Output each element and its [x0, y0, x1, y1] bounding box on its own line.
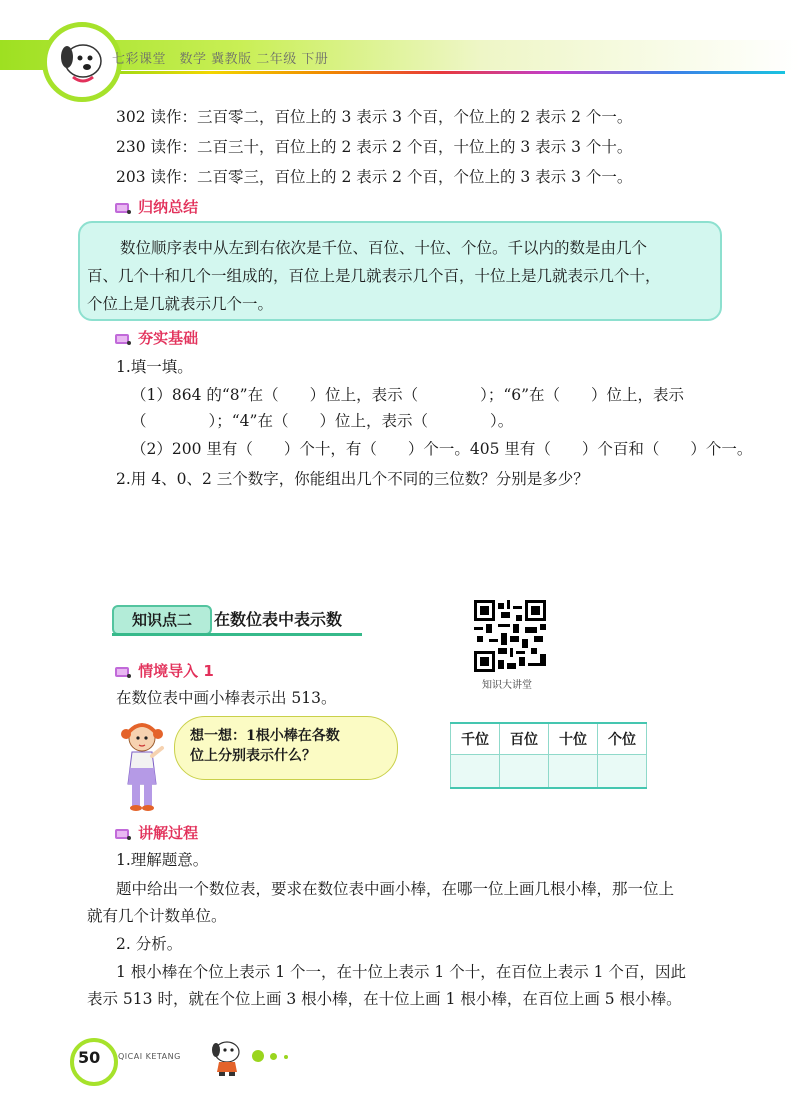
header-rainbow-line — [95, 71, 785, 74]
place-value-header-row — [451, 723, 647, 755]
q1-title: 1.填一填。 — [116, 358, 193, 376]
section-book-icon — [113, 332, 133, 346]
place-value-table — [450, 722, 647, 789]
header-hundreds: 百位 — [500, 723, 549, 755]
explanation-heading: 讲解过程 — [113, 822, 198, 843]
q1-line-2: （ ）；“4”在（ ）位上，表示（ ）。 — [131, 412, 514, 430]
summary-heading: 归纳总结 — [113, 196, 198, 217]
reading-line-203: 203 读作：二百零三，百位上的 2 表示 2 个百，个位上的 3 表示 3 个一。 — [116, 168, 633, 186]
reading-line-302: 302 读作：三百零二，百位上的 3 表示 3 个百，个位上的 2 表示 2 个一。 — [116, 108, 633, 126]
section-book-icon — [113, 201, 133, 215]
bubble-line-2: 位上分别表示什么？ — [190, 748, 316, 764]
section-book-icon — [113, 827, 133, 841]
mascot-dog-icon — [42, 22, 122, 102]
qr-code-icon[interactable] — [474, 600, 546, 672]
header-tens: 十位 — [549, 723, 598, 755]
girl-illustration-icon — [116, 718, 168, 814]
header-title: 七彩课堂 数学 冀教版 二年级 下册 — [112, 52, 329, 67]
place-value-body-row — [451, 755, 647, 789]
summary-line-2: 百、几个十和几个一组成的，百位上是几就表示几个百，十位上是几就表示几个十， — [87, 267, 661, 285]
scenario-text: 在数位表中画小棒表示出 513。 — [116, 689, 337, 707]
summary-line-3: 个位上是几就表示几个一。 — [87, 295, 274, 313]
step1-line-1: 题中给出一个数位表，要求在数位表中画小棒，在哪一位上画几根小棒，那一位上 — [116, 880, 675, 898]
bubble-text — [190, 726, 340, 766]
q1-line-3: （2）200 里有（ ）个十，有（ ）个一。405 里有（ ）个百和（ ）个一。 — [131, 440, 753, 458]
knowledge-point-title: 在数位表中表示数 — [214, 610, 343, 629]
bubble-line-1: 想一想：1根小棒在各数 — [190, 728, 340, 744]
basics-heading: 夯实基础 — [113, 327, 198, 348]
qr-caption: 知识大讲堂 — [482, 680, 532, 691]
cell-thousands — [451, 755, 500, 789]
step2-line-2: 表示 513 时，就在个位上画 3 根小棒，在十位上画 1 根小棒，在百位上画 5 根小棒。 — [87, 990, 682, 1008]
footer-brand: QICAI KETANG — [118, 1052, 181, 1061]
step2-line-1: 1 根小棒在个位上表示 1 个一，在十位上表示 1 个十，在百位上表示 1 个百，因此 — [116, 963, 686, 981]
section-book-icon — [113, 665, 133, 679]
q1-line-1: （1）864 的“8”在（ ）位上，表示（ ）；“6”在（ ）位上，表示 — [131, 386, 685, 404]
footer-mascot-icon — [205, 1034, 249, 1078]
cell-ones — [598, 755, 647, 789]
scenario-heading: 情境导入 1 — [113, 660, 214, 681]
q2-text: 2.用 4、0、2 三个数字，你能组出几个不同的三位数？分别是多少？ — [116, 470, 589, 488]
step2-title: 2. 分析。 — [116, 935, 183, 953]
footer-dot-large — [252, 1050, 264, 1062]
header-thousands: 千位 — [451, 723, 500, 755]
step1-line-2: 就有几个计数单位。 — [87, 907, 227, 925]
reading-line-230: 230 读作：二百三十，百位上的 2 表示 2 个百，十位上的 3 表示 3 个十。 — [116, 138, 633, 156]
knowledge-point-underline — [112, 633, 362, 636]
cell-hundreds — [500, 755, 549, 789]
step1-title: 1.理解题意。 — [116, 851, 209, 869]
header-ones: 个位 — [598, 723, 647, 755]
footer-dot-medium — [270, 1053, 277, 1060]
summary-line-1: 数位顺序表中从左到右依次是千位、百位、十位、个位。千以内的数是由几个 — [120, 239, 648, 257]
cell-tens — [549, 755, 598, 789]
knowledge-point-badge: 知识点二 — [112, 605, 212, 635]
footer-dot-small — [284, 1055, 288, 1059]
page-number: 50 — [78, 1048, 101, 1067]
